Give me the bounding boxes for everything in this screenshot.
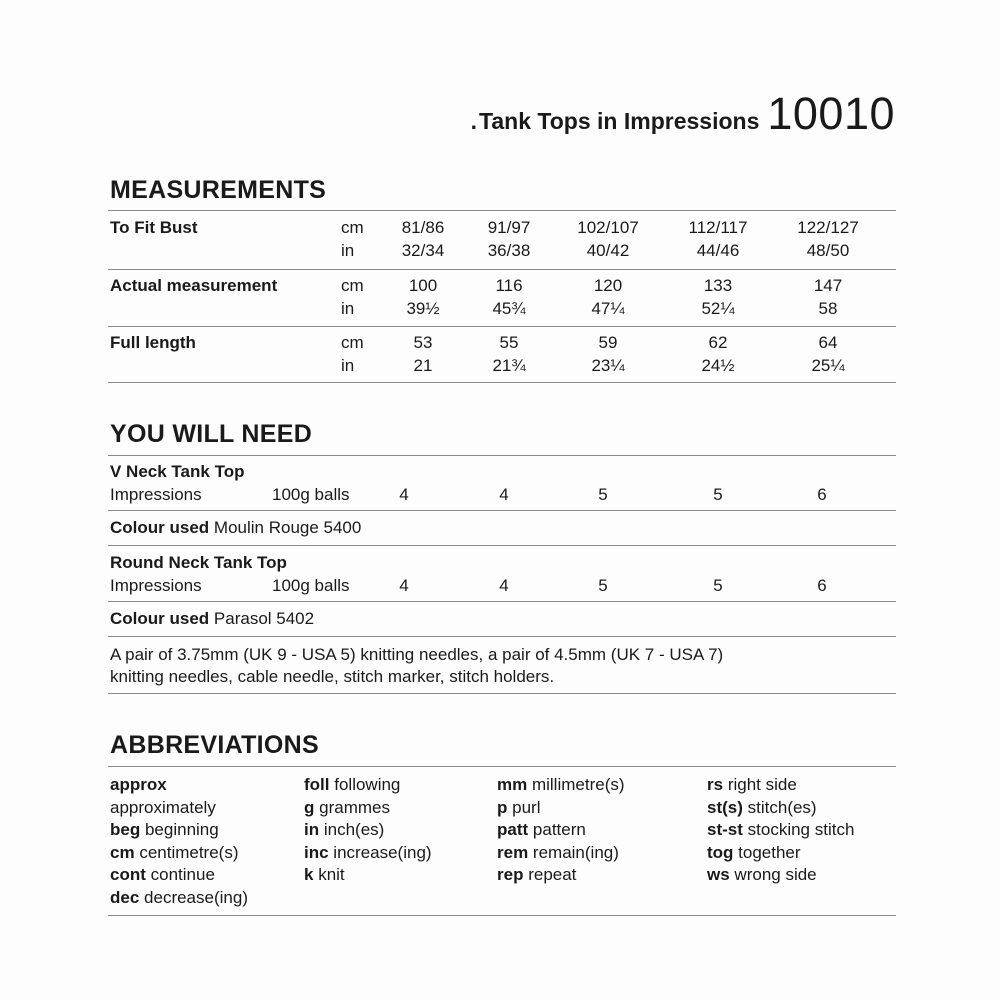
abbreviation-term: dec	[110, 888, 140, 907]
abbreviation-entry	[304, 775, 400, 795]
abbreviation-meaning: beginning	[144, 820, 219, 840]
abbreviation-meaning: continue	[150, 865, 215, 885]
abbreviation-term: ws	[707, 865, 730, 885]
measurement-cell: 102/107	[577, 218, 639, 237]
measurement-cell: 53	[413, 333, 433, 352]
measurement-cell: 48/50	[806, 241, 850, 260]
abbreviations-heading: ABBREVIATIONS	[110, 731, 320, 759]
round-neck-colour	[110, 609, 314, 629]
ball-count: 4	[499, 576, 509, 595]
round-neck-rule	[108, 601, 896, 602]
abbreviation-term: g	[304, 797, 315, 817]
measurement-cell: 91/97	[487, 218, 531, 237]
ball-count: 5	[713, 485, 723, 504]
abbreviation-term: tog	[707, 842, 734, 862]
abbreviation-term: st-st	[707, 820, 743, 840]
measurement-cell: 112/117	[688, 218, 748, 237]
unit-label: cm	[341, 276, 364, 295]
abbreviation-term: patt	[497, 820, 529, 840]
ball-count: 4	[399, 485, 409, 504]
abbreviation-term: beg	[110, 820, 141, 840]
unit-label: cm	[341, 333, 364, 352]
round-neck-yarn: Impressions	[110, 576, 202, 595]
measurement-row-rule	[108, 382, 896, 383]
pattern-title	[0, 88, 895, 140]
abbreviation-entry	[304, 798, 390, 818]
abbreviation-meaning: increase(ing)	[333, 842, 432, 862]
measurement-cell: 45¾	[492, 299, 526, 318]
measurement-cell: 59	[598, 333, 618, 352]
abbreviation-meaning: decrease(ing)	[144, 888, 248, 907]
v-neck-colour-label: Colour used	[110, 518, 210, 537]
measurement-cell: 36/38	[487, 241, 531, 260]
unit-label: in	[341, 356, 355, 375]
ball-count: 5	[713, 576, 723, 595]
abbreviation-meaning: approximately	[110, 797, 216, 817]
abbreviation-term: cm	[110, 842, 135, 862]
v-neck-colour	[110, 518, 361, 538]
abbreviation-term: st(s)	[707, 797, 743, 817]
abbreviation-meaning: purl	[512, 797, 541, 817]
abbreviation-entry	[304, 843, 432, 863]
abbreviation-entry	[707, 820, 854, 840]
abbreviation-entry	[707, 843, 801, 863]
abbreviation-meaning: wrong side	[734, 865, 817, 885]
measurements-top-rule	[108, 210, 896, 211]
abbreviation-meaning: inch(es)	[323, 820, 385, 840]
measurement-cell: 21	[413, 356, 433, 375]
abbreviation-entry	[497, 843, 619, 863]
abbreviation-entry	[110, 888, 248, 908]
measurement-row-label: To Fit Bust	[110, 218, 198, 237]
abbreviation-entry	[110, 865, 215, 885]
measurement-cell: 147	[813, 276, 843, 295]
round-neck-colour-label: Colour used	[110, 609, 210, 628]
unit-label: in	[341, 299, 355, 318]
abbreviation-meaning: stitch(es)	[747, 797, 817, 817]
measurement-cell: 25¼	[811, 356, 845, 375]
measurement-cell: 122/127	[797, 218, 859, 237]
round-neck-colour-rule	[108, 636, 896, 637]
abbreviations-bottom-rule	[108, 915, 896, 916]
measurement-cell: 100	[408, 276, 438, 295]
abbreviation-term: rep	[497, 865, 524, 885]
needles-line-2: knitting needles, cable needle, stitch marker, stitch holders.	[110, 667, 555, 686]
abbreviation-entry	[497, 820, 586, 840]
v-neck-rule	[108, 510, 896, 511]
measurement-cell: 64	[818, 333, 838, 352]
measurement-row-rule	[108, 326, 896, 327]
measurements-heading: MEASUREMENTS	[110, 176, 327, 204]
measurement-cell: 39½	[406, 299, 440, 318]
abbreviation-entry	[497, 865, 576, 885]
ball-count: 6	[817, 576, 827, 595]
ball-count: 5	[598, 576, 608, 595]
needles-line-1: A pair of 3.75mm (UK 9 - USA 5) knitting needles, a pair of 4.5mm (UK 7 - USA 7)	[110, 645, 724, 664]
you-will-need-heading: YOU WILL NEED	[110, 420, 313, 448]
abbreviation-entry	[110, 798, 216, 818]
abbreviation-meaning: right side	[727, 775, 797, 794]
abbreviation-entry	[110, 820, 219, 840]
abbreviation-meaning: remain(ing)	[532, 842, 619, 862]
abbreviation-meaning: pattern	[532, 820, 586, 840]
ball-count: 6	[817, 485, 827, 504]
measurement-row-rule	[108, 269, 896, 270]
round-neck-colour-value: Parasol 5402	[213, 609, 315, 628]
needles-rule	[108, 693, 896, 694]
v-neck-unit: 100g balls	[272, 485, 350, 504]
abbreviation-term: k	[304, 865, 314, 885]
abbreviation-term: p	[497, 797, 508, 817]
unit-label: cm	[341, 218, 364, 237]
abbreviation-entry	[110, 843, 239, 863]
abbreviation-meaning: centimetre(s)	[139, 842, 239, 862]
measurement-cell: 40/42	[586, 241, 630, 260]
abbreviation-term: cont	[110, 865, 146, 885]
title-name: Tank Tops in Impressions	[479, 108, 760, 134]
measurement-row-label: Full length	[110, 333, 196, 352]
measurement-cell: 52¼	[701, 299, 735, 318]
abbreviation-meaning: knit	[318, 865, 345, 885]
measurement-cell: 44/46	[696, 241, 740, 260]
abbreviation-term: mm	[497, 775, 528, 794]
ball-count: 4	[499, 485, 509, 504]
abbreviation-entry	[497, 798, 540, 818]
v-neck-colour-value: Moulin Rouge 5400	[213, 518, 362, 537]
abbreviation-meaning: following	[334, 775, 401, 794]
ball-count: 5	[598, 485, 608, 504]
round-neck-unit: 100g balls	[272, 576, 350, 595]
pattern-number: 10010	[767, 88, 895, 139]
measurement-cell: 21¾	[492, 356, 526, 375]
ball-count: 4	[399, 576, 409, 595]
abbreviation-entry	[304, 820, 384, 840]
title-dot: .	[470, 108, 478, 134]
measurement-cell: 133	[703, 276, 733, 295]
v-neck-title: V Neck Tank Top	[110, 462, 245, 481]
v-neck-colour-rule	[108, 545, 896, 546]
measurement-cell: 32/34	[401, 241, 445, 260]
abbreviation-term: approx	[110, 775, 167, 794]
measurement-cell: 116	[495, 276, 523, 295]
abbreviation-entry	[497, 775, 625, 795]
measurement-cell: 23¼	[591, 356, 625, 375]
measurement-cell: 55	[499, 333, 519, 352]
abbreviation-meaning: grammes	[319, 797, 390, 817]
abbreviation-entry	[707, 798, 817, 818]
you-will-need-top-rule	[108, 455, 896, 456]
round-neck-title: Round Neck Tank Top	[110, 553, 287, 572]
unit-label: in	[341, 241, 355, 260]
abbreviations-top-rule	[108, 766, 896, 767]
abbreviation-term: rem	[497, 842, 529, 862]
measurement-row-label: Actual measurement	[110, 276, 278, 295]
abbreviation-term: inc	[304, 842, 329, 862]
abbreviation-meaning: stocking stitch	[747, 820, 855, 840]
abbreviation-term: foll	[304, 775, 330, 794]
measurement-cell: 81/86	[401, 218, 445, 237]
abbreviation-term: rs	[707, 775, 724, 794]
v-neck-yarn: Impressions	[110, 485, 202, 504]
abbreviation-entry	[707, 775, 797, 795]
abbreviation-term: in	[304, 820, 320, 840]
measurement-cell: 24½	[701, 356, 735, 375]
measurement-cell: 58	[818, 299, 838, 318]
measurement-cell: 120	[593, 276, 623, 295]
abbreviation-entry	[707, 865, 817, 885]
abbreviation-meaning: together	[738, 842, 801, 862]
measurement-cell: 47¼	[591, 299, 625, 318]
abbreviation-meaning: repeat	[528, 865, 577, 885]
abbreviation-entry	[304, 865, 345, 885]
measurement-cell: 62	[708, 333, 728, 352]
abbreviation-meaning: millimetre(s)	[531, 775, 625, 794]
abbreviation-entry	[110, 775, 167, 795]
